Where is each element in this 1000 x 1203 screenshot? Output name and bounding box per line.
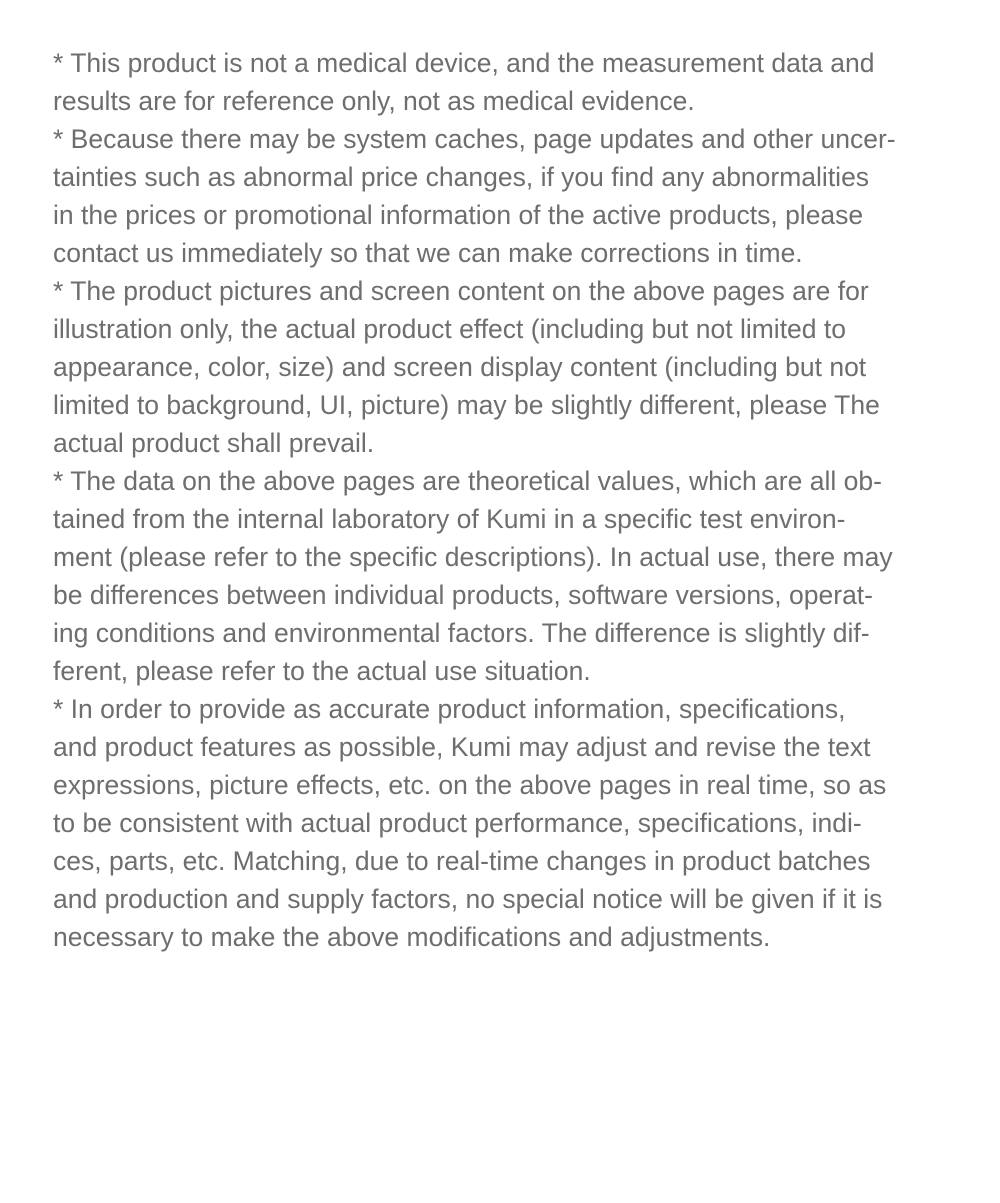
disclaimer-line: necessary to make the above modifications and adjustments.: [53, 922, 771, 952]
disclaimer-line: in the prices or promotional information of the active products, please: [53, 200, 864, 230]
disclaimer-line: ferent, please refer to the actual use situation.: [53, 656, 591, 686]
disclaimer-line: illustration only, the actual product effect (including but not limited to: [53, 314, 846, 344]
disclaimer-line: * In order to provide as accurate product information, specifications,: [53, 694, 846, 724]
disclaimer-line: * The data on the above pages are theoretical values, which are all ob-: [53, 466, 882, 496]
disclaimer-line: tainties such as abnormal price changes, if you find any abnormalities: [53, 162, 870, 192]
disclaimer-line: * The product pictures and screen content on the above pages are for: [53, 276, 869, 306]
disclaimer-line: ing conditions and environmental factors. The difference is slightly dif-: [53, 618, 870, 648]
disclaimer-line: contact us immediately so that we can make corrections in time.: [53, 238, 803, 268]
disclaimer-line: ment (please refer to the specific descriptions). In actual use, there may: [53, 542, 893, 572]
disclaimer-line: be differences between individual products, software versions, operat-: [53, 580, 873, 610]
disclaimer-text-block: [53, 44, 953, 956]
disclaimer-line: results are for reference only, not as medical evidence.: [53, 86, 695, 116]
disclaimer-line: * Because there may be system caches, page updates and other uncer-: [53, 124, 896, 154]
disclaimer-line: tained from the internal laboratory of Kumi in a specific test environ-: [53, 504, 846, 534]
disclaimer-line: actual product shall prevail.: [53, 428, 375, 458]
disclaimer-line: appearance, color, size) and screen display content (including but not: [53, 352, 867, 382]
disclaimer-line: and product features as possible, Kumi may adjust and revise the text: [53, 732, 871, 762]
disclaimer-line: ces, parts, etc. Matching, due to real-time changes in product batches: [53, 846, 871, 876]
disclaimer-line: * This product is not a medical device, and the measurement data and: [53, 48, 875, 78]
disclaimer-line: to be consistent with actual product performance, specifications, indi-: [53, 808, 862, 838]
disclaimer-line: and production and supply factors, no special notice will be given if it is: [53, 884, 883, 914]
disclaimer-line: limited to background, UI, picture) may be slightly different, please The: [53, 390, 880, 420]
disclaimer-line: expressions, picture effects, etc. on the above pages in real time, so as: [53, 770, 887, 800]
